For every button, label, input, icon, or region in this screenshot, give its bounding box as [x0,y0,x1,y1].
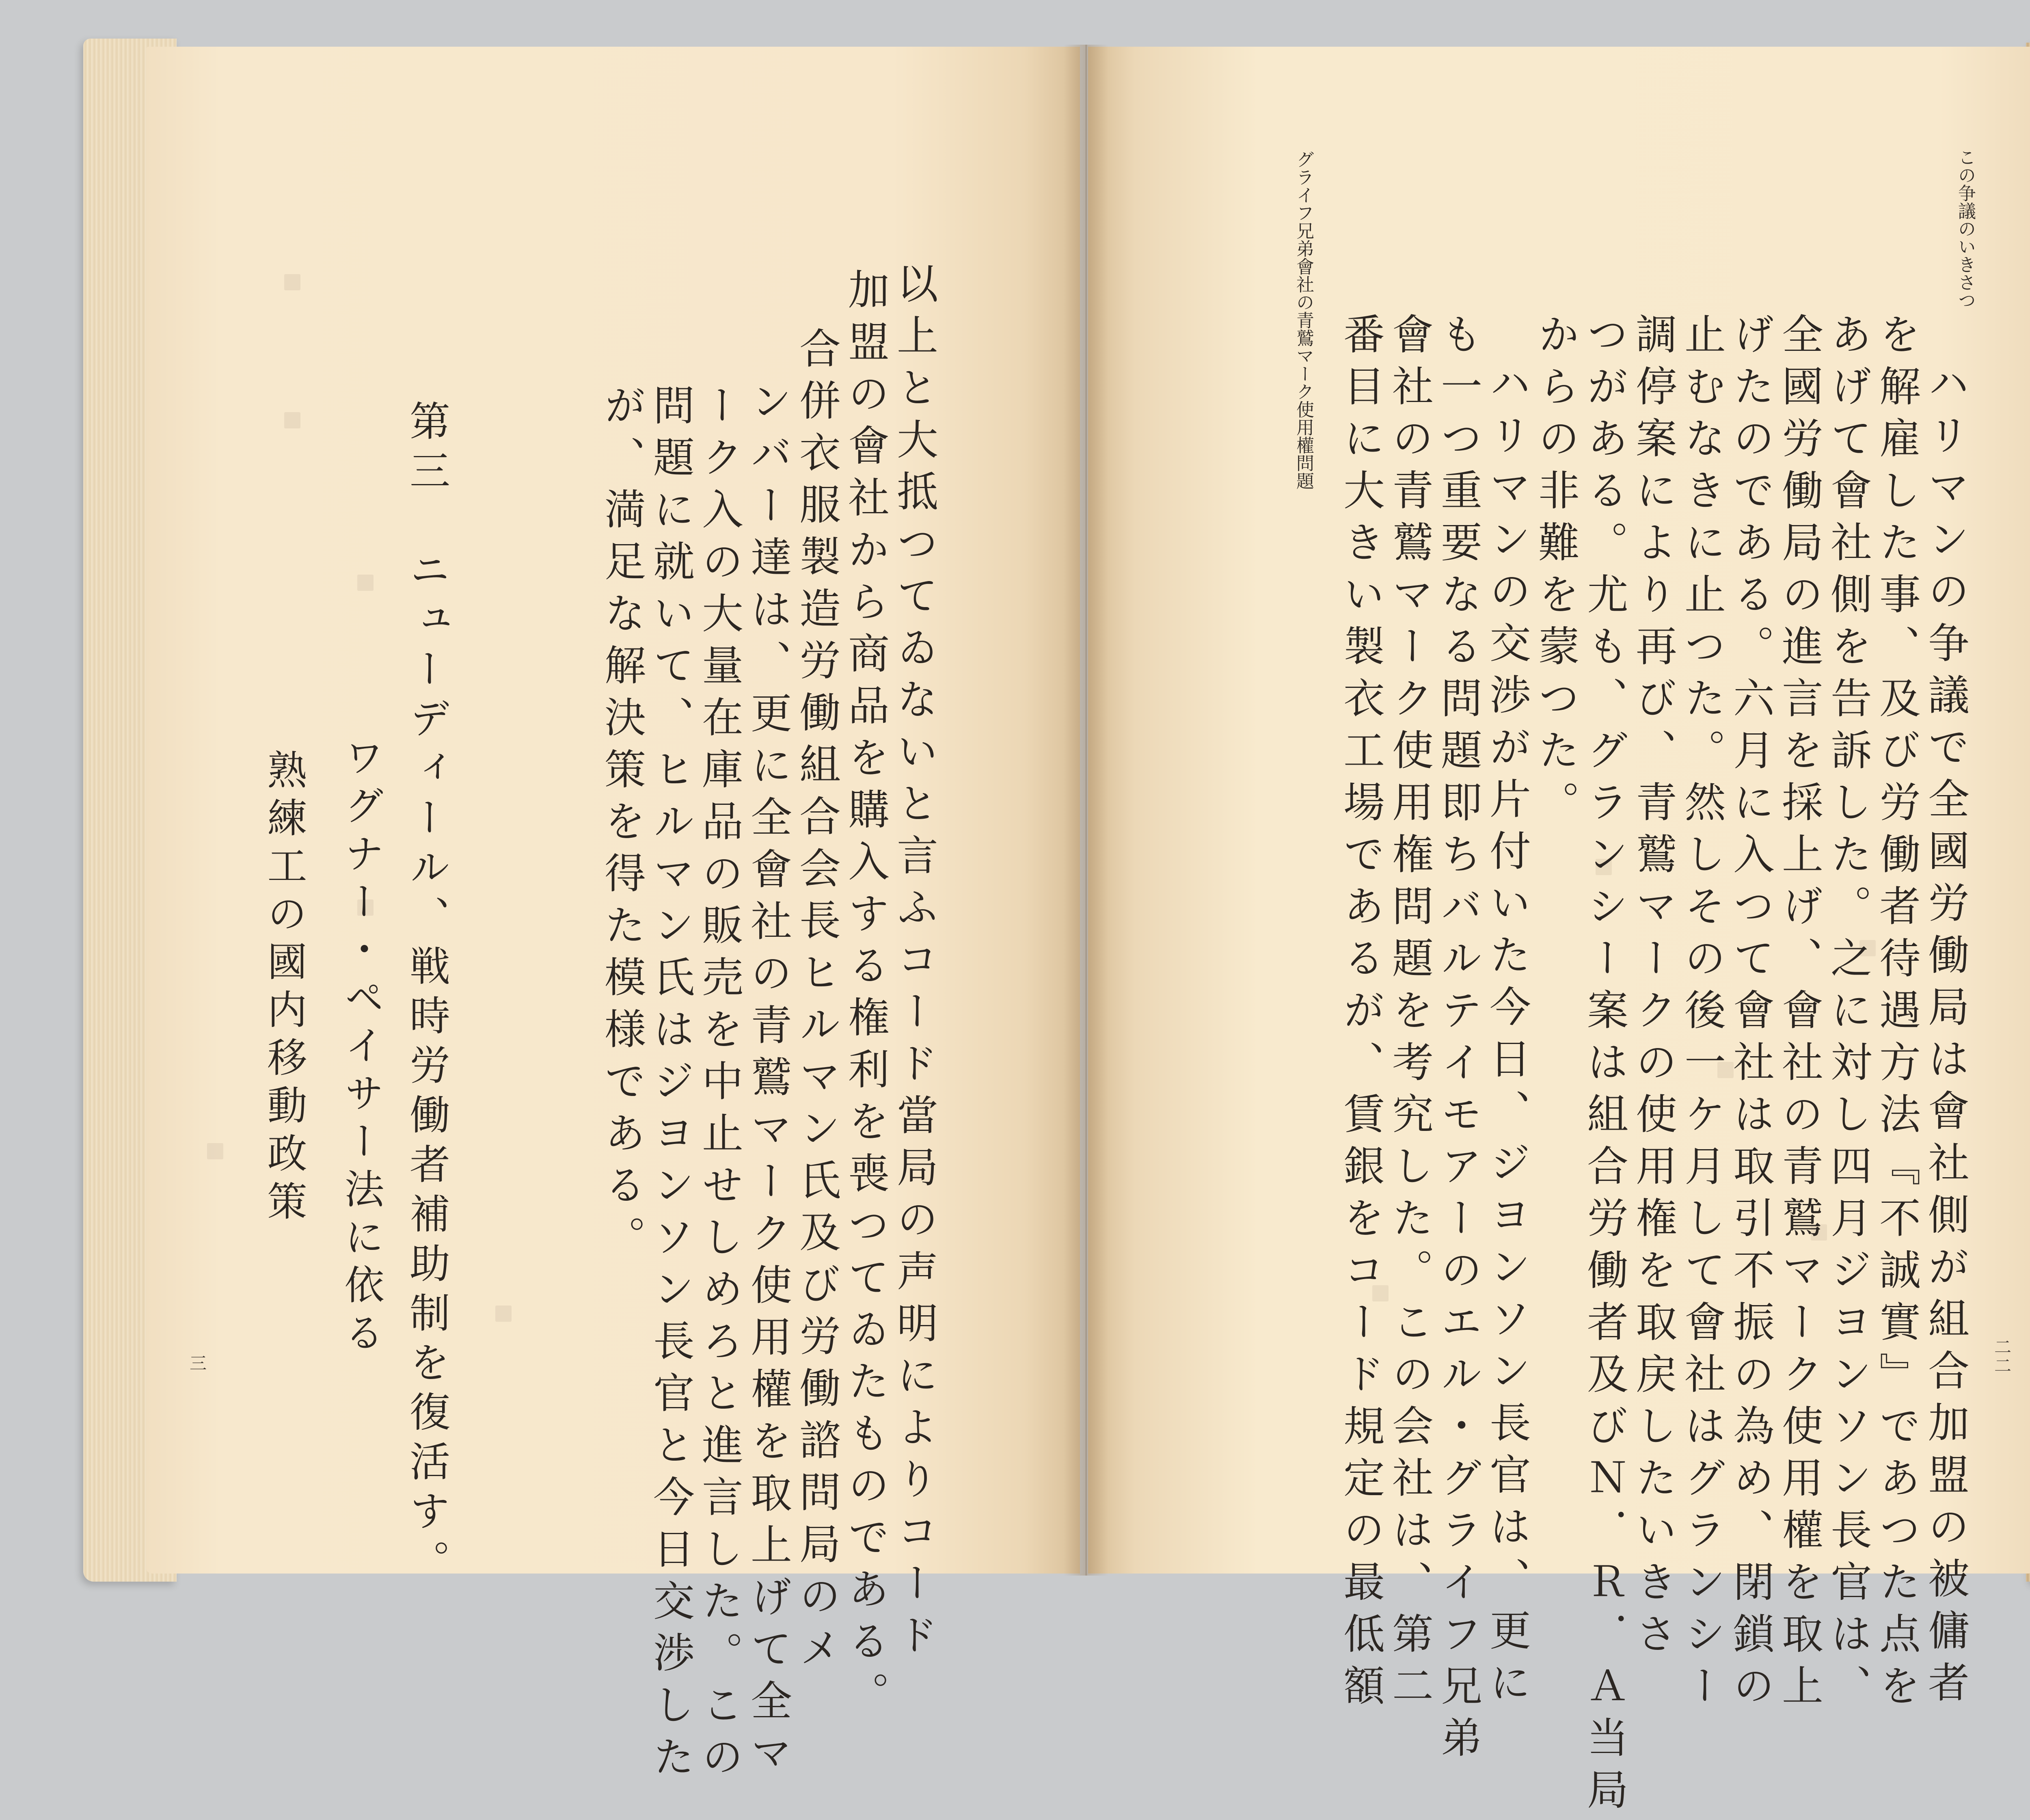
text-column: 以上と大抵つてゐないと言ふコード當局の声明によりコード [890,262,938,1665]
section-heading: 第三 ニューディール、戦時労働者補助制を復活す。 [403,400,450,1589]
text-column: げたのである。六月に入つて會社は取引不振の為め、閉鎖の [1726,313,1775,1716]
text-column: ハリマンの争議で全國労働局は會社側が組合加盟の被傭者 [1921,361,1970,1713]
margin-note: この争議のいきさつ [1955,148,1976,309]
text-column: も一つ重要なる問題即ちバルテイモアーのエル・グライフ兄弟 [1434,313,1482,1768]
text-column: 問題に就いて、ヒルマン氏はジヨンソン長官と今日交渉した [646,384,695,1787]
left-page [146,47,1080,1787]
text-column: からの非難を蒙つた。 [1531,313,1580,832]
text-column: 全國労働局の進言を採上げ、會社の青鷲マーク使用權を取上 [1775,313,1823,1716]
book-gutter [1064,45,1108,1576]
text-column: が、満足な解決策を得た模様である。 [598,384,646,1267]
text-column: あげて會社側を告訴した。之に対し四月ジヨンソン長官は、 [1824,313,1872,1716]
text-column: を解雇した事、及び労働者待遇方法『不誠實』であつた点を [1872,313,1921,1716]
page-number: 三 [187,1354,207,1373]
section-subheading-2: 熟練工の國内移動政策 [261,749,307,1228]
text-column: ンバー達は、更に全會社の青鷲マーク使用權を取上げて全マ [744,380,792,1783]
text-column: 加盟の會社から商品を購入する権利を喪つてゐたものである。 [841,268,890,1723]
text-column: ハリマンの交渉が片付いた今日、ジヨンソン長官は、更に [1483,361,1531,1713]
right-page [1088,47,2030,1820]
text-column: ーク入の大量在庫品の販売を中止せしめろと進言した。この [695,384,743,1787]
text-column: 調停案により再び、青鷲マークの使用権を取戻したいきさ [1629,313,1677,1664]
text-column: 合併衣服製造労働組合会長ヒルマン氏及び労働諮問局のメ [793,327,841,1678]
section-subheading: ワグナー・ペイサー法に依る [338,737,384,1360]
text-column: 止むなきに止つた。然しその後一ケ月して會社はグランシー [1678,313,1726,1716]
margin-note: グライフ兄弟會社の青鷲マーク使用權問題 [1293,150,1314,490]
text-column: 番目に大きい製衣工場であるが、賃銀をコード規定の最低額 [1337,313,1385,1716]
page-number: 二二 [1992,1338,2012,1375]
text-column: つがある。尤も、グランシー案は組合労働者及びＮ．Ｒ．Ａ当局 [1580,313,1628,1820]
text-column: 會社の青鷲マーク使用権問題を考究した。この会社は、第二 [1385,313,1434,1716]
